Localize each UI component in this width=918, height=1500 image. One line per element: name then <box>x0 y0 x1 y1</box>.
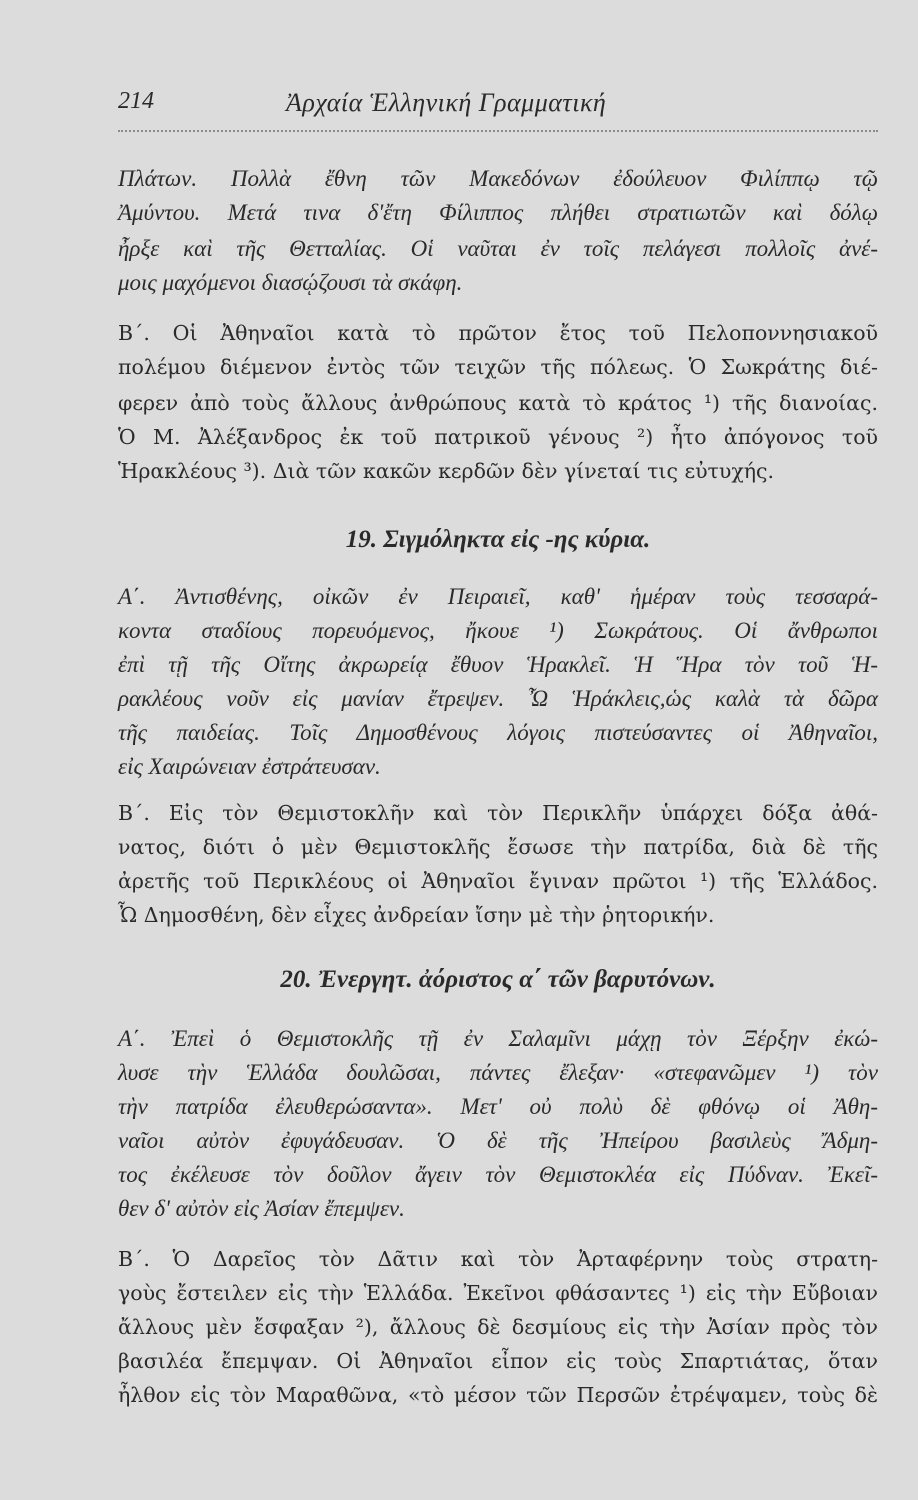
text-line: μοις μαχόμενοι διασῴζουσι τὰ σκάφη. <box>118 270 463 295</box>
text-line: ἦλθον εἰς τὸν Μαραθῶνα, «τὸ μέσον τῶν Περσῶν ἐτρέψαμεν, τοὺς δὲ <box>118 1383 878 1407</box>
text-line: Πλάτων. Πολλὰ ἔθνη τῶν Μακεδόνων ἐδούλευον Φιλίππῳ τῷ <box>118 166 878 191</box>
text-line: ναῖοι αὐτὸν ἐφυγάδευσαν. Ὁ δὲ τῆς Ἠπείρου βασιλεὺς Ἄδμη- <box>118 1128 878 1153</box>
text-line: βασιλέα ἔπεμψαν. Οἱ Ἀθηναῖοι εἶπον εἰς τοὺς Σπαρτιάτας, ὅταν <box>118 1349 878 1373</box>
header-rule <box>118 130 878 132</box>
text-line: γοὺς ἔστειλεν εἰς τὴν Ἑλλάδα. Ἐκεῖνοι φθάσαντες ¹) εἰς τὴν Εὔβοιαν <box>118 1281 878 1305</box>
text-line: θεν δ' αὐτὸν εἰς Ἀσίαν ἔπεμψεν. <box>118 1196 405 1221</box>
text-line: λυσε τὴν Ἑλλάδα δουλῶσαι, πάντες ἔλεξαν· «στεφανῶμεν ¹) τὸν <box>118 1060 878 1085</box>
text-line: τὴν πατρίδα ἐλευθερώσαντα». Μετ' οὐ πολὺ δὲ φθόνῳ οἱ Ἀθη- <box>118 1094 878 1119</box>
text-line: Β΄. Οἱ Ἀθηναῖοι κατὰ τὸ πρῶτον ἔτος τοῦ Πελοποννησιακοῦ <box>118 321 878 345</box>
text-line: ἦρξε καὶ τῆς Θετταλίας. Οἱ ναῦται ἐν τοῖς πελάγεσι πολλοῖς ἀνέ- <box>118 236 878 261</box>
text-line: Ὦ Δημοσθένη, δὲν εἶχες ἀνδρείαν ἴσην μὲ τὴν ῥητορικήν. <box>118 903 715 927</box>
text-line: Β΄. Ὁ Δαρεῖος τὸν Δᾶτιν καὶ τὸν Ἀρταφέρνην τοὺς στρατη- <box>118 1247 878 1271</box>
section-heading: 19. Σιγμόληκτα εἰς -ης κύρια. <box>345 526 651 553</box>
text-line: εἰς Χαιρώνειαν ἐστράτευσαν. <box>118 754 381 779</box>
text-line: ἄλλους μὲν ἔσφαξαν ²), ἄλλους δὲ δεσμίους εἰς τὴν Ἀσίαν πρὸς τὸν <box>118 1315 878 1339</box>
text-line: πολέμου διέμενον ἐντὸς τῶν τειχῶν τῆς πόλεως. Ὁ Σωκράτης διέ- <box>118 355 878 379</box>
text-line: Β΄. Εἰς τὸν Θεμιστοκλῆν καὶ τὸν Περικλῆν ὑπάρχει δόξα ἀθά- <box>118 801 878 825</box>
running-title: Ἀρχαία Ἑλληνική Γραμματική <box>286 88 607 117</box>
page-header <box>118 88 878 124</box>
page-number: 214 <box>118 88 154 114</box>
text-line: νατος, διότι ὁ μὲν Θεμιστοκλῆς ἔσωσε τὴν πατρίδα, διὰ δὲ τῆς <box>118 835 878 859</box>
section-heading: 20. Ἐνεργητ. ἀόριστος α΄ τῶν βαρυτόνων. <box>280 966 716 993</box>
text-line: τος ἐκέλευσε τὸν δοῦλον ἄγειν τὸν Θεμιστοκλέα εἰς Πύδναν. Ἐκεῖ- <box>118 1162 878 1187</box>
text-line: ἐπὶ τῇ τῆς Οἴτης ἀκρωρείᾳ ἔθυον Ἡρακλεῖ. Ἡ Ἥρα τὸν τοῦ Ἡ- <box>118 652 878 677</box>
text-line: ρακλέους νοῦν εἰς μανίαν ἔτρεψεν. Ὦ Ἡράκλεις,ὡς καλὰ τὰ δῶρα <box>118 686 878 711</box>
text-line: Ἡρακλέους ³). Διὰ τῶν κακῶν κερδῶν δὲν γίνεταί τις εὐτυχής. <box>118 459 775 483</box>
text-line: ἀρετῆς τοῦ Περικλέους οἱ Ἀθηναῖοι ἔγιναν πρῶτοι ¹) τῆς Ἑλλάδος. <box>118 869 878 893</box>
text-line: τῆς παιδείας. Τοῖς Δημοσθένους λόγοις πιστεύσαντες οἱ Ἀθηναῖοι, <box>118 720 878 745</box>
text-line: Ὁ Μ. Ἀλέξανδρος ἐκ τοῦ πατρικοῦ γένους ²) ἦτο ἀπόγονος τοῦ <box>118 425 878 449</box>
text-line: Α΄. Ἀντισθένης, οἰκῶν ἐν Πειραιεῖ, καθ' ἡμέραν τοὺς τεσσαρά- <box>118 584 878 609</box>
text-line: κοντα σταδίους πορευόμενος, ἤκουε ¹) Σωκράτους. Οἱ ἄνθρωποι <box>118 618 878 643</box>
text-line: Α΄. Ἐπεὶ ὁ Θεμιστοκλῆς τῇ ἐν Σαλαμῖνι μάχῃ τὸν Ξέρξην ἐκώ- <box>118 1026 878 1051</box>
text-line: φερεν ἀπὸ τοὺς ἄλλους ἀνθρώπους κατὰ τὸ κράτος ¹) τῆς διανοίας. <box>118 391 878 415</box>
text-line: Ἀμύντου. Μετά τινα δ'ἔτη Φίλιππος πλήθει στρατιωτῶν καὶ δόλῳ <box>118 200 878 225</box>
